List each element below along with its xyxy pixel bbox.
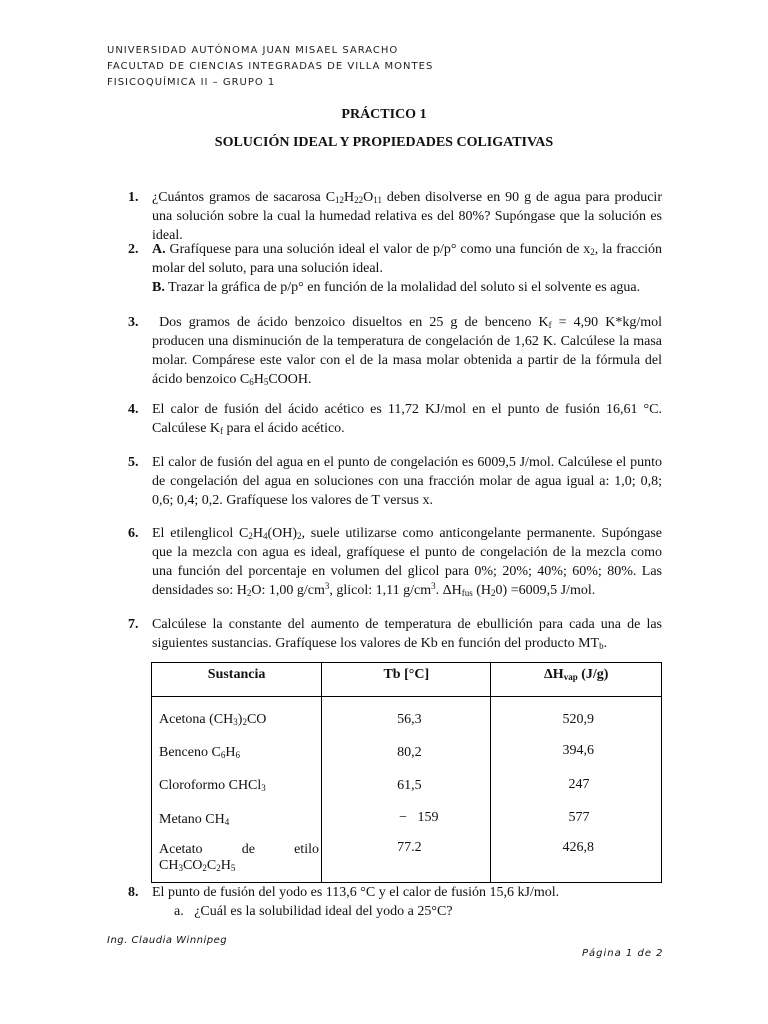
question-number: 7.: [128, 617, 139, 632]
question-number: 4.: [128, 402, 139, 417]
question-text: Calcúlese la constante del aumento de temperatura de ebullición para cada una de las siguientes sustancias. Grafíquese los valores de Kb en función del producto $MT_b$.: [152, 617, 662, 651]
page-subtitle: SOLUCIÓN IDEAL Y PROPIEDADES COLIGATIVAS: [214, 135, 554, 150]
question-4: [128, 400, 662, 438]
tb-value: 80,2: [397, 745, 422, 760]
header-course: FISICOQUÍMICA II – GRUPO 1: [107, 77, 276, 88]
question-number: 5.: [128, 455, 139, 470]
hvap-value: 577: [568, 810, 590, 825]
page-title: PRÁCTICO 1: [341, 107, 427, 122]
question-3: [128, 313, 662, 389]
question-8-part-a: a. ¿Cuál es la solubilidad ideal del yodo a 25°C?: [174, 904, 453, 919]
question-8: [128, 883, 662, 902]
question-6: [128, 524, 662, 600]
question-text: El punto de fusión del yodo es 113,6 °C y el calor de fusión 15,6 kJ/mol.: [152, 885, 560, 900]
tb-column: [322, 697, 491, 883]
question-number: 2.: [128, 242, 139, 257]
question-7: [128, 615, 662, 653]
footer-author: Ing. Claudia Winnipeg: [107, 935, 228, 946]
footer-page-number: Página 1 de 2: [582, 948, 664, 959]
question-number: 6.: [128, 526, 139, 541]
question-text: El etilenglicol $C_2H_4(OH)_2$, suele utilizarse como anticongelante permanente. Supóngase que la mezcla con agua es ideal, grafíquese el punto de congelación de la mezcla como una función del porcentaje en volumen del glicol para 0%; 20%; 40%; 60%; 80%. Las densidades so: $H_2O$: 1,00 $g/cm^3$, glicol: 1,11 $g/cm^3$. $\Delta H_{fus}$ $(H_20) =6009,5$ J/mol.: [152, 526, 662, 598]
header-faculty: FACULTAD DE CIENCIAS INTEGRADAS DE VILLA MONTES: [107, 61, 434, 72]
question-number: 1.: [128, 190, 139, 205]
question-text: El calor de fusión del agua en el punto de congelación es 6009,5 J/mol. Calcúlese el punto de congelación del agua en soluciones con una fracción molar de agua igual a: 1,0; 0,8; 0,6; 0,4; 0,2. Grafíquese los valores de T versus x.: [152, 455, 662, 508]
hvap-value: 520,9: [562, 712, 594, 727]
header-tb: Tb [°C]: [322, 663, 491, 697]
question-number: 8.: [128, 885, 139, 900]
hvap-value: 247: [568, 777, 590, 792]
question-text: ¿Cuántos gramos de sacarosa $C_{12}H_{22}O_{11}$ deben disolverse en 90 g de agua para producir una solución sobre la cual la humedad relativa es del 80%? Supóngase que la solución es ideal.: [152, 190, 662, 243]
hvap-column: [491, 697, 662, 883]
question-number: 3.: [128, 315, 139, 330]
question-5: [128, 453, 662, 510]
tb-value: − 159: [399, 810, 439, 825]
substance-table: [151, 662, 662, 883]
hvap-value: 426,8: [562, 840, 594, 855]
substance-cloroformo: Cloroformo CHCl$_3$: [159, 778, 266, 793]
header-hvap: $\Delta H_{vap}$ (J/g): [491, 663, 662, 697]
question-text: El calor de fusión del ácido acético es 11,72 KJ/mol en el punto de fusión 16,61 °C. Calcúlese $K_f$ para el ácido acético.: [152, 402, 662, 436]
tb-value: 77.2: [397, 840, 422, 855]
substance-metano: Metano $CH_4$: [159, 812, 230, 827]
question-2: [128, 240, 662, 297]
tb-value: 56,3: [397, 712, 422, 727]
substance-acetona: Acetona $(CH_3)_2CO$: [159, 712, 267, 727]
table-row: [152, 697, 662, 883]
substance-benceno: Benceno $C_6H_6$: [159, 745, 240, 760]
question-text: A. Grafíquese para una solución ideal el valor de p/p° como una función de $x_2$, la fracción molar del soluto, para una solución ideal. B. Trazar la gráfica de p/p° en función de la molalidad del soluto si el solvente es agua.: [152, 242, 662, 295]
hvap-value: 394,6: [562, 743, 594, 758]
header-substance: Sustancia: [152, 663, 322, 697]
table-header-row: [152, 663, 662, 697]
substance-column: [152, 697, 322, 883]
question-text: Dos gramos de ácido benzoico disueltos en 25 g de benceno $K_f = 4,90$ K*kg/mol producen una disminución de la temperatura de congelación de 1,62 K. Calcúlese la masa molar. Compárese este valor con el de la masa molar obtenida a partir de la fórmula del ácido benzoico $C_6H_5COOH$.: [152, 315, 662, 387]
header-university: UNIVERSIDAD AUTÓNOMA JUAN MISAEL SARACHO: [107, 45, 399, 56]
tb-value: 61,5: [397, 778, 422, 793]
question-1: [128, 188, 662, 245]
substance-acetato: Acetato de etilo $CH_3CO_2C_2H_5$: [159, 842, 319, 873]
